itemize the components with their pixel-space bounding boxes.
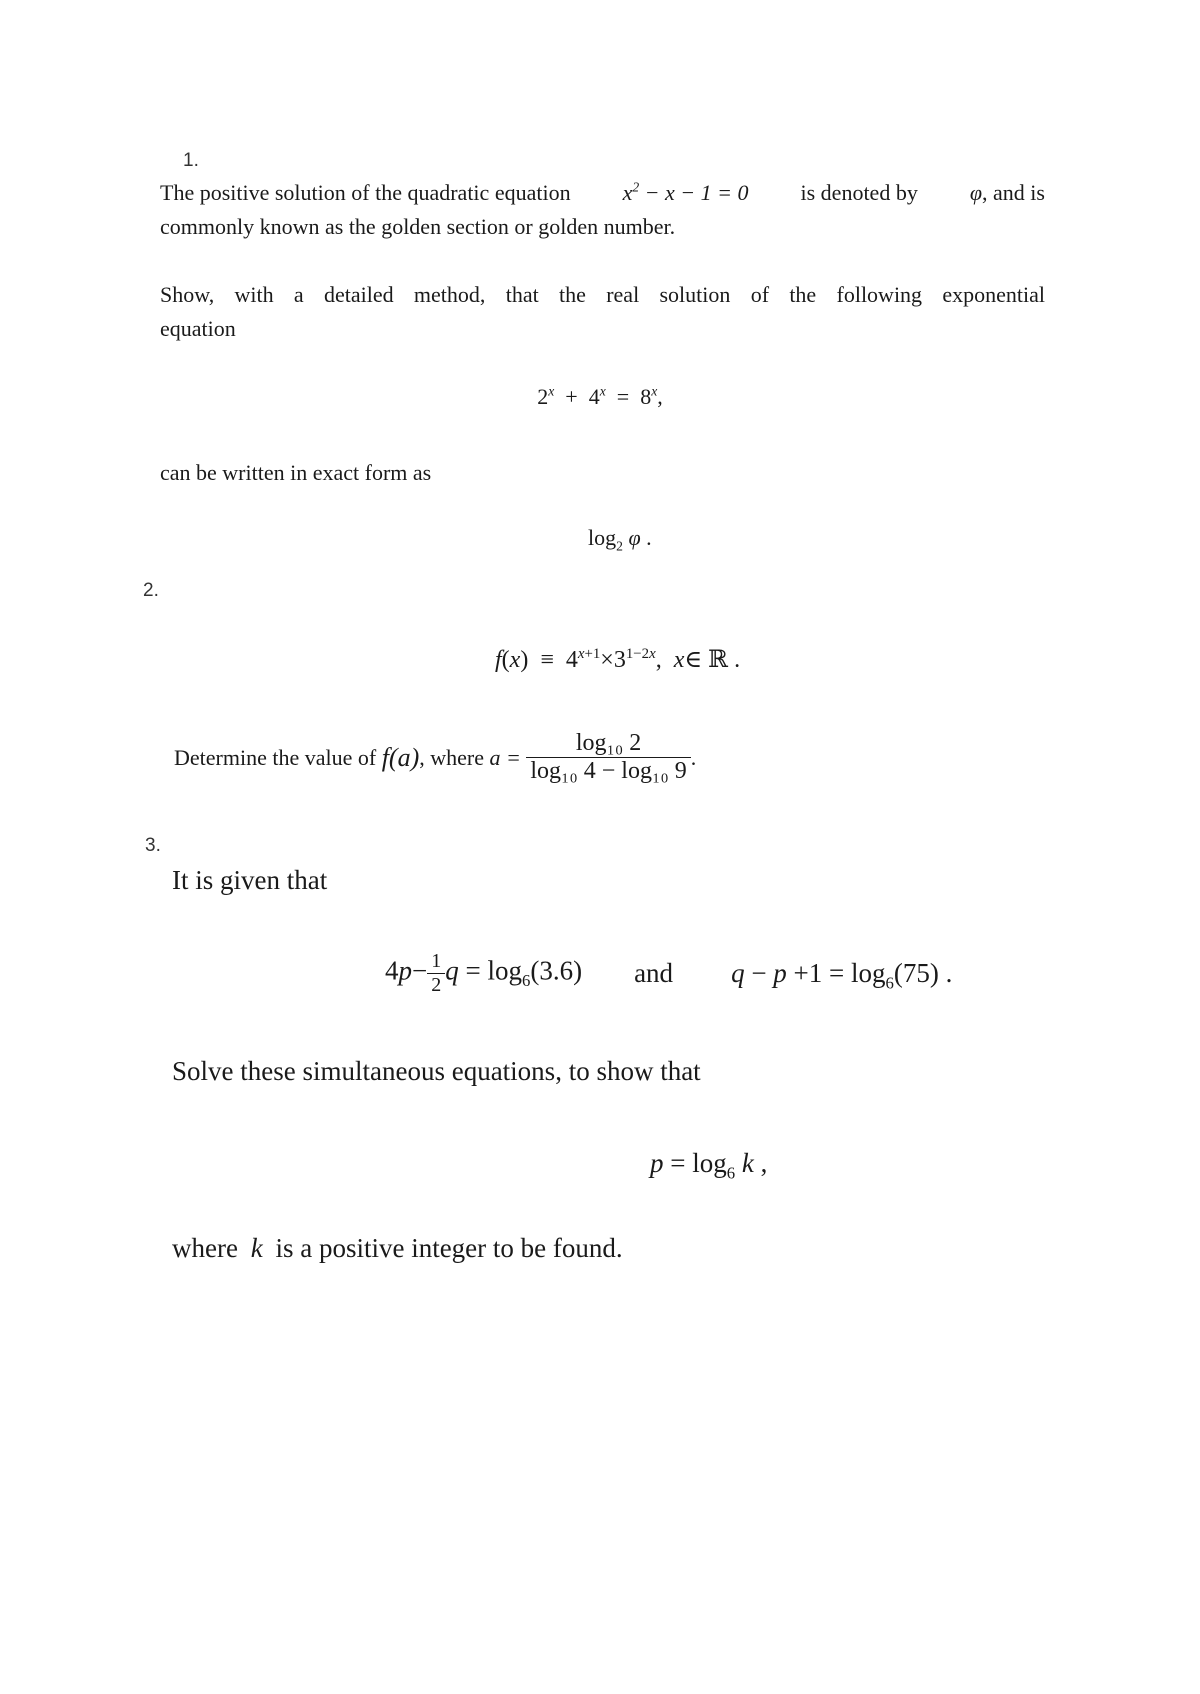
q1-show xyxy=(160,278,1045,346)
q2-dot: . xyxy=(690,744,697,770)
q1-text-b: is denoted by xyxy=(800,180,918,205)
exponential-equation: 2$^x$ + 4$^x$ = 8$^x$, xyxy=(537,383,663,409)
q2-text-b: , where xyxy=(419,744,484,770)
equation-1: 4p− $\frac{1}{2}$ $q = \log_6(3.6)$ xyxy=(385,950,583,996)
phi-symbol: φ xyxy=(969,180,983,205)
a-fraction xyxy=(526,730,690,785)
q1-intro xyxy=(160,176,1045,244)
q3-where xyxy=(172,1233,623,1264)
q3-given: It is given that xyxy=(172,865,328,895)
q1-written: can be written in exact form as xyxy=(160,460,432,485)
f-of-a: f(a) xyxy=(381,742,420,772)
q1-answer: $\log_2 \varphi$ . xyxy=(588,525,652,554)
p-equation: $p = \log_6 k$ , xyxy=(650,1148,768,1183)
question-number-3: 3. xyxy=(145,835,161,856)
equation-2: $q - p +1 = \log_6(75)$ . xyxy=(731,958,953,993)
function-definition: $f(x) \equiv 4^{x+1}\times 3^{1-2x}$, x∈ ℝ . xyxy=(495,646,741,673)
fraction-numerator: log₁₀ 2 xyxy=(575,730,642,756)
a-equals: a = xyxy=(489,744,521,770)
q1-quadratic: $x^2 - x - 1 = 0$ xyxy=(622,179,749,205)
q1-text-a: The positive solution of the quadratic equation xyxy=(160,180,571,205)
q2-text-a: Determine the value of xyxy=(174,744,377,770)
q2-determine xyxy=(174,730,696,785)
q3-where-word: where xyxy=(172,1233,238,1263)
q3-solve: Solve these simultaneous equations, to show that xyxy=(172,1056,701,1086)
q1-text-line2: commonly known as the golden section or golden number. xyxy=(160,214,676,239)
q3-where-rest: is a positive integer to be found. xyxy=(275,1233,623,1263)
and-word: and xyxy=(634,958,674,988)
fraction-denominator: log₁₀ 4 − log₁₀ 9 xyxy=(526,757,690,785)
q1-show-line1: Show, with a detailed method, that the real solution of the following exponential xyxy=(160,282,1045,307)
q1-text-c: , and is xyxy=(982,180,1045,205)
q1-show-line2: equation xyxy=(160,316,236,341)
question-number-2: 2. xyxy=(143,580,159,601)
simultaneous-equations xyxy=(385,950,952,997)
k-variable: k xyxy=(250,1233,263,1263)
question-number-1: 1. xyxy=(183,150,199,171)
